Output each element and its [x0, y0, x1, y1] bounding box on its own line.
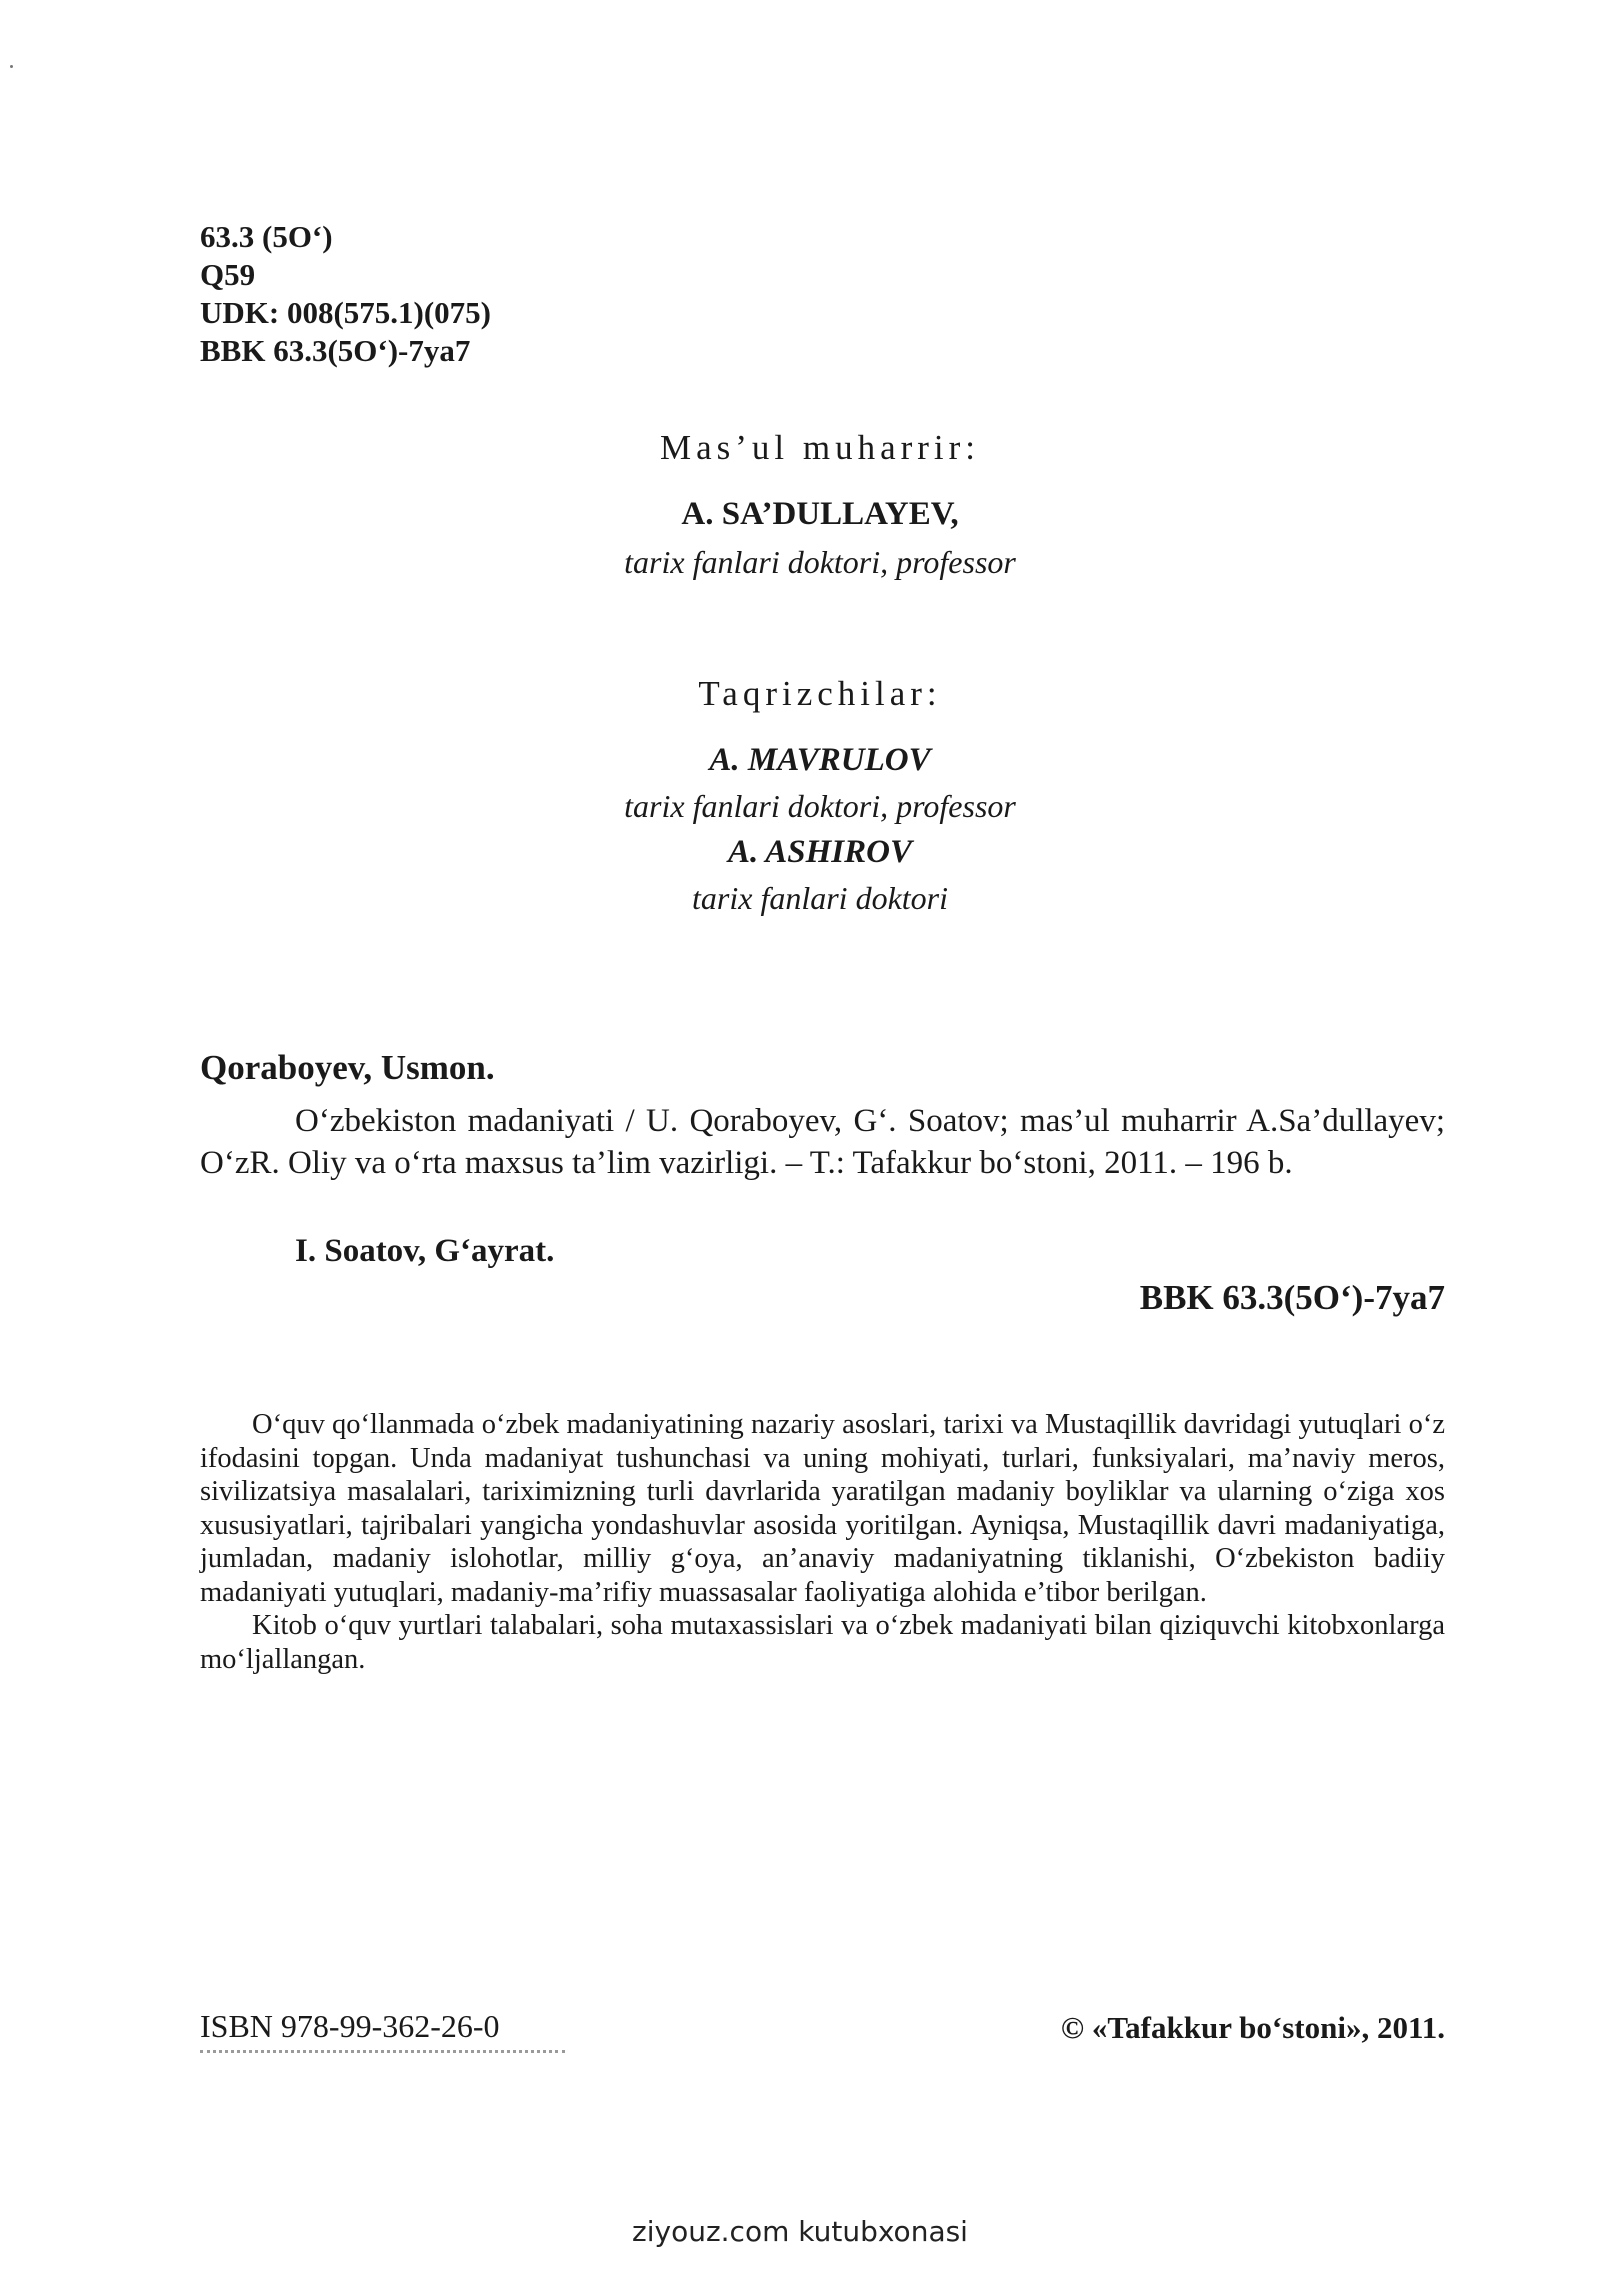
- isbn: ISBN 978-99-362-26-0: [200, 2008, 500, 2044]
- reviewers-heading: Taqrizchilar:: [698, 674, 942, 713]
- bib-description: O‘zbekiston madaniyati / U. Qoraboyev, G‘. Soatov; mas’ul muharrir A.Sa’dullayev; O‘zR. Oliy va o‘rta maxsus ta’lim vazirligi. – T.: Tafakkur bo‘stoni, 2011. – 196 b.: [200, 1103, 1445, 1181]
- watermark: ziyouz.com kutubxonasi: [632, 2215, 968, 2248]
- reviewer-title: tarix fanlari doktori: [692, 880, 948, 916]
- classification-codes: [200, 218, 491, 370]
- bib-coauthor: I. Soatov, G‘ayrat.: [295, 1233, 555, 1269]
- scan-artifact-dot: [10, 65, 13, 68]
- classification-line: UDK: 008(575.1)(075): [200, 295, 492, 330]
- abstract-paragraph: O‘quv qo‘llanmada o‘zbek madaniyatining nazariy asoslari, tarixi va Mustaqillik davridagi yutuqlari o‘z ifodasini topgan. Unda madaniyat tushunchasi va uning mohiyati, turlari, funksiyalari, ma’naviy meros, sivilizatsiya masalalari, tariximizning turli davrlarida yaratilgan madaniy boyliklar va ularning o‘ziga xos xususiyatlari, tajribalari yangicha yondashuvlar asosida yoritilgan. Ayniqsa, Mustaqillik davri madaniyatiga, jumladan, madaniy islohotlar, milliy g‘oya, an’anaviy madaniyatning tiklanishi, O‘zbekiston badiiy madaniyati yutuqlari, madaniy-ma’rifiy muassasalar faoliyatiga alohida e’tibor berilgan.: [200, 1409, 1445, 1608]
- copyright: © «Tafakkur bo‘stoni», 2011.: [1060, 2010, 1445, 2045]
- editor-title: tarix fanlari doktori, professor: [624, 544, 1016, 580]
- reviewer-name: A. ASHIROV: [727, 834, 912, 870]
- reviewer-name: A. MAVRULOV: [709, 742, 931, 778]
- classification-line: Q59: [200, 257, 256, 292]
- classification-line: BBK 63.3(5O‘)-7ya7: [200, 333, 471, 368]
- bib-author: Qoraboyev, Usmon.: [200, 1048, 495, 1087]
- abstract-paragraph: Kitob o‘quv yurtlari talabalari, soha mutaxassislari va o‘zbek madaniyati bilan qiziquvchi kitobxonlarga mo‘ljallangan.: [200, 1610, 1445, 1675]
- abstract: [200, 1408, 1445, 1676]
- editor-name: A. SA’DULLAYEV,: [681, 496, 959, 532]
- editor-heading: Mas’ul muharrir:: [659, 428, 981, 467]
- isbn-print-ghost: [200, 2050, 565, 2053]
- bib-bbk-code: BBK 63.3(5O‘)-7ya7: [1139, 1278, 1445, 1317]
- classification-line: 63.3 (5O‘): [200, 219, 333, 254]
- reviewer-title: tarix fanlari doktori, professor: [624, 788, 1016, 824]
